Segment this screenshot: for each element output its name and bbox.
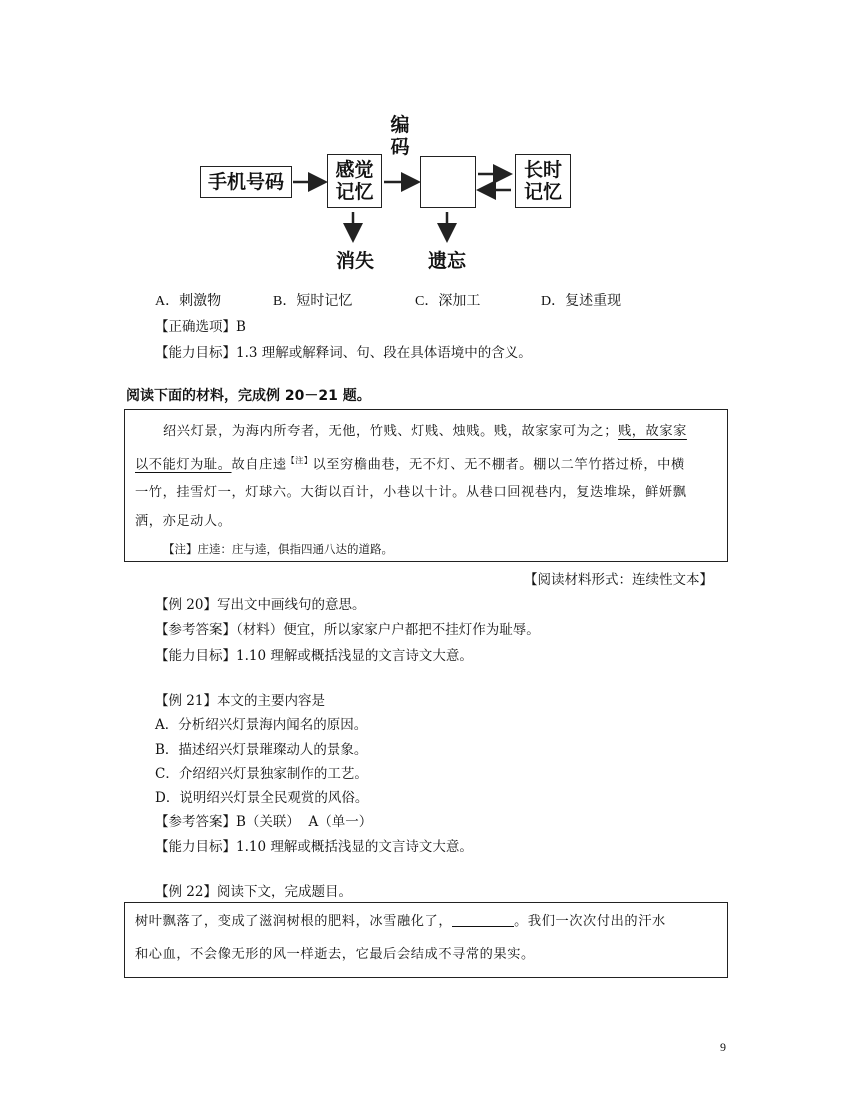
footnote-marker: 【注】	[286, 455, 313, 465]
material-form-label: 【阅读材料形式：连续性文本】	[524, 572, 713, 588]
vanish-label: 消失	[335, 250, 374, 272]
sensory-memory-label: 感觉记忆	[335, 159, 374, 203]
q19-option-d: D．复述重现	[541, 294, 622, 309]
passage-line: 和心血，不会像无形的风一样逝去，它最后会结成不寻常的果实。	[135, 947, 535, 962]
q19-option-a: A．刺激物	[155, 294, 222, 309]
q21-option-c: C．介绍绍兴灯景独家制作的工艺。	[155, 766, 368, 782]
q20-title: 【例 20】写出文中画线句的意思。	[155, 597, 366, 613]
section-heading: 阅读下面的材料，完成例 20－21 题。	[126, 388, 371, 404]
long-term-memory-label: 长时记忆	[523, 159, 562, 203]
memory-diagram	[195, 112, 575, 282]
q21-option-b: B．描述绍兴灯景璀璨动人的景象。	[155, 742, 368, 758]
passage-line: 以不能灯为耻。故自庄逵$^{【注】}$以至穷檐曲巷，无不灯、无不棚者。棚以二竿竹搭过桥，中横	[135, 455, 685, 472]
q20-ability-target: 【能力目标】1.10 理解或概括浅显的文言诗文大意。	[155, 648, 473, 664]
forget-label: 遗忘	[427, 250, 466, 272]
passage-note: 【注】庄逵：庄与逵，俱指四通八达的道路。	[163, 542, 393, 557]
long-term-memory-box	[515, 154, 571, 208]
phone-number-box	[200, 166, 292, 198]
blank-memory-box	[420, 156, 476, 208]
phone-number-label: 手机号码	[207, 171, 284, 193]
q19-correct-option: 【正确选项】B	[155, 319, 246, 335]
fill-in-blank	[452, 912, 514, 927]
passage-line: 一竹，挂雪灯一，灯球六。大街以百计，小巷以十计。从巷口回视巷内，复迭堆垛，鲜妍飘	[135, 485, 687, 501]
sensory-memory-box	[327, 154, 382, 208]
q19-option-c: C．深加工	[415, 294, 481, 309]
q21-option-d: D．说明绍兴灯景全民观赏的风俗。	[155, 790, 369, 806]
q22-passage-box	[124, 902, 728, 978]
page-number: 9	[720, 1040, 726, 1054]
q22-title: 【例 22】阅读下文，完成题目。	[155, 884, 352, 900]
q21-title: 【例 21】本文的主要内容是	[155, 693, 325, 709]
q20-answer: 【参考答案】（材料）便宜，所以家家户户都把不挂灯作为耻辱。	[155, 622, 540, 638]
passage-line: 树叶飘落了，变成了滋润树根的肥料，冰雪融化了， 。我们一次次付出的汗水	[135, 914, 666, 929]
passage-box	[124, 409, 728, 562]
passage-line: 绍兴灯景，为海内所夸者，无他，竹贱、灯贱、烛贱。贱，故家家可为之；贱，故家家	[163, 424, 687, 439]
passage-line: 洒，亦足动人。	[135, 513, 232, 529]
underlined-sentence: 贱，故家家	[617, 424, 687, 439]
q21-option-a: A．分析绍兴灯景海内闻名的原因。	[155, 717, 368, 733]
q21-ability-target: 【能力目标】1.10 理解或概括浅显的文言诗文大意。	[155, 839, 473, 855]
q19-ability-target: 【能力目标】1.3 理解或解释词、句、段在具体语境中的含义。	[155, 345, 532, 361]
encode-label: 编码	[390, 114, 410, 158]
underlined-sentence: 以不能灯为耻。	[135, 456, 232, 472]
q21-answer: 【参考答案】B（关联） A（单一）	[155, 814, 373, 830]
q19-option-b: B．短时记忆	[273, 294, 353, 309]
